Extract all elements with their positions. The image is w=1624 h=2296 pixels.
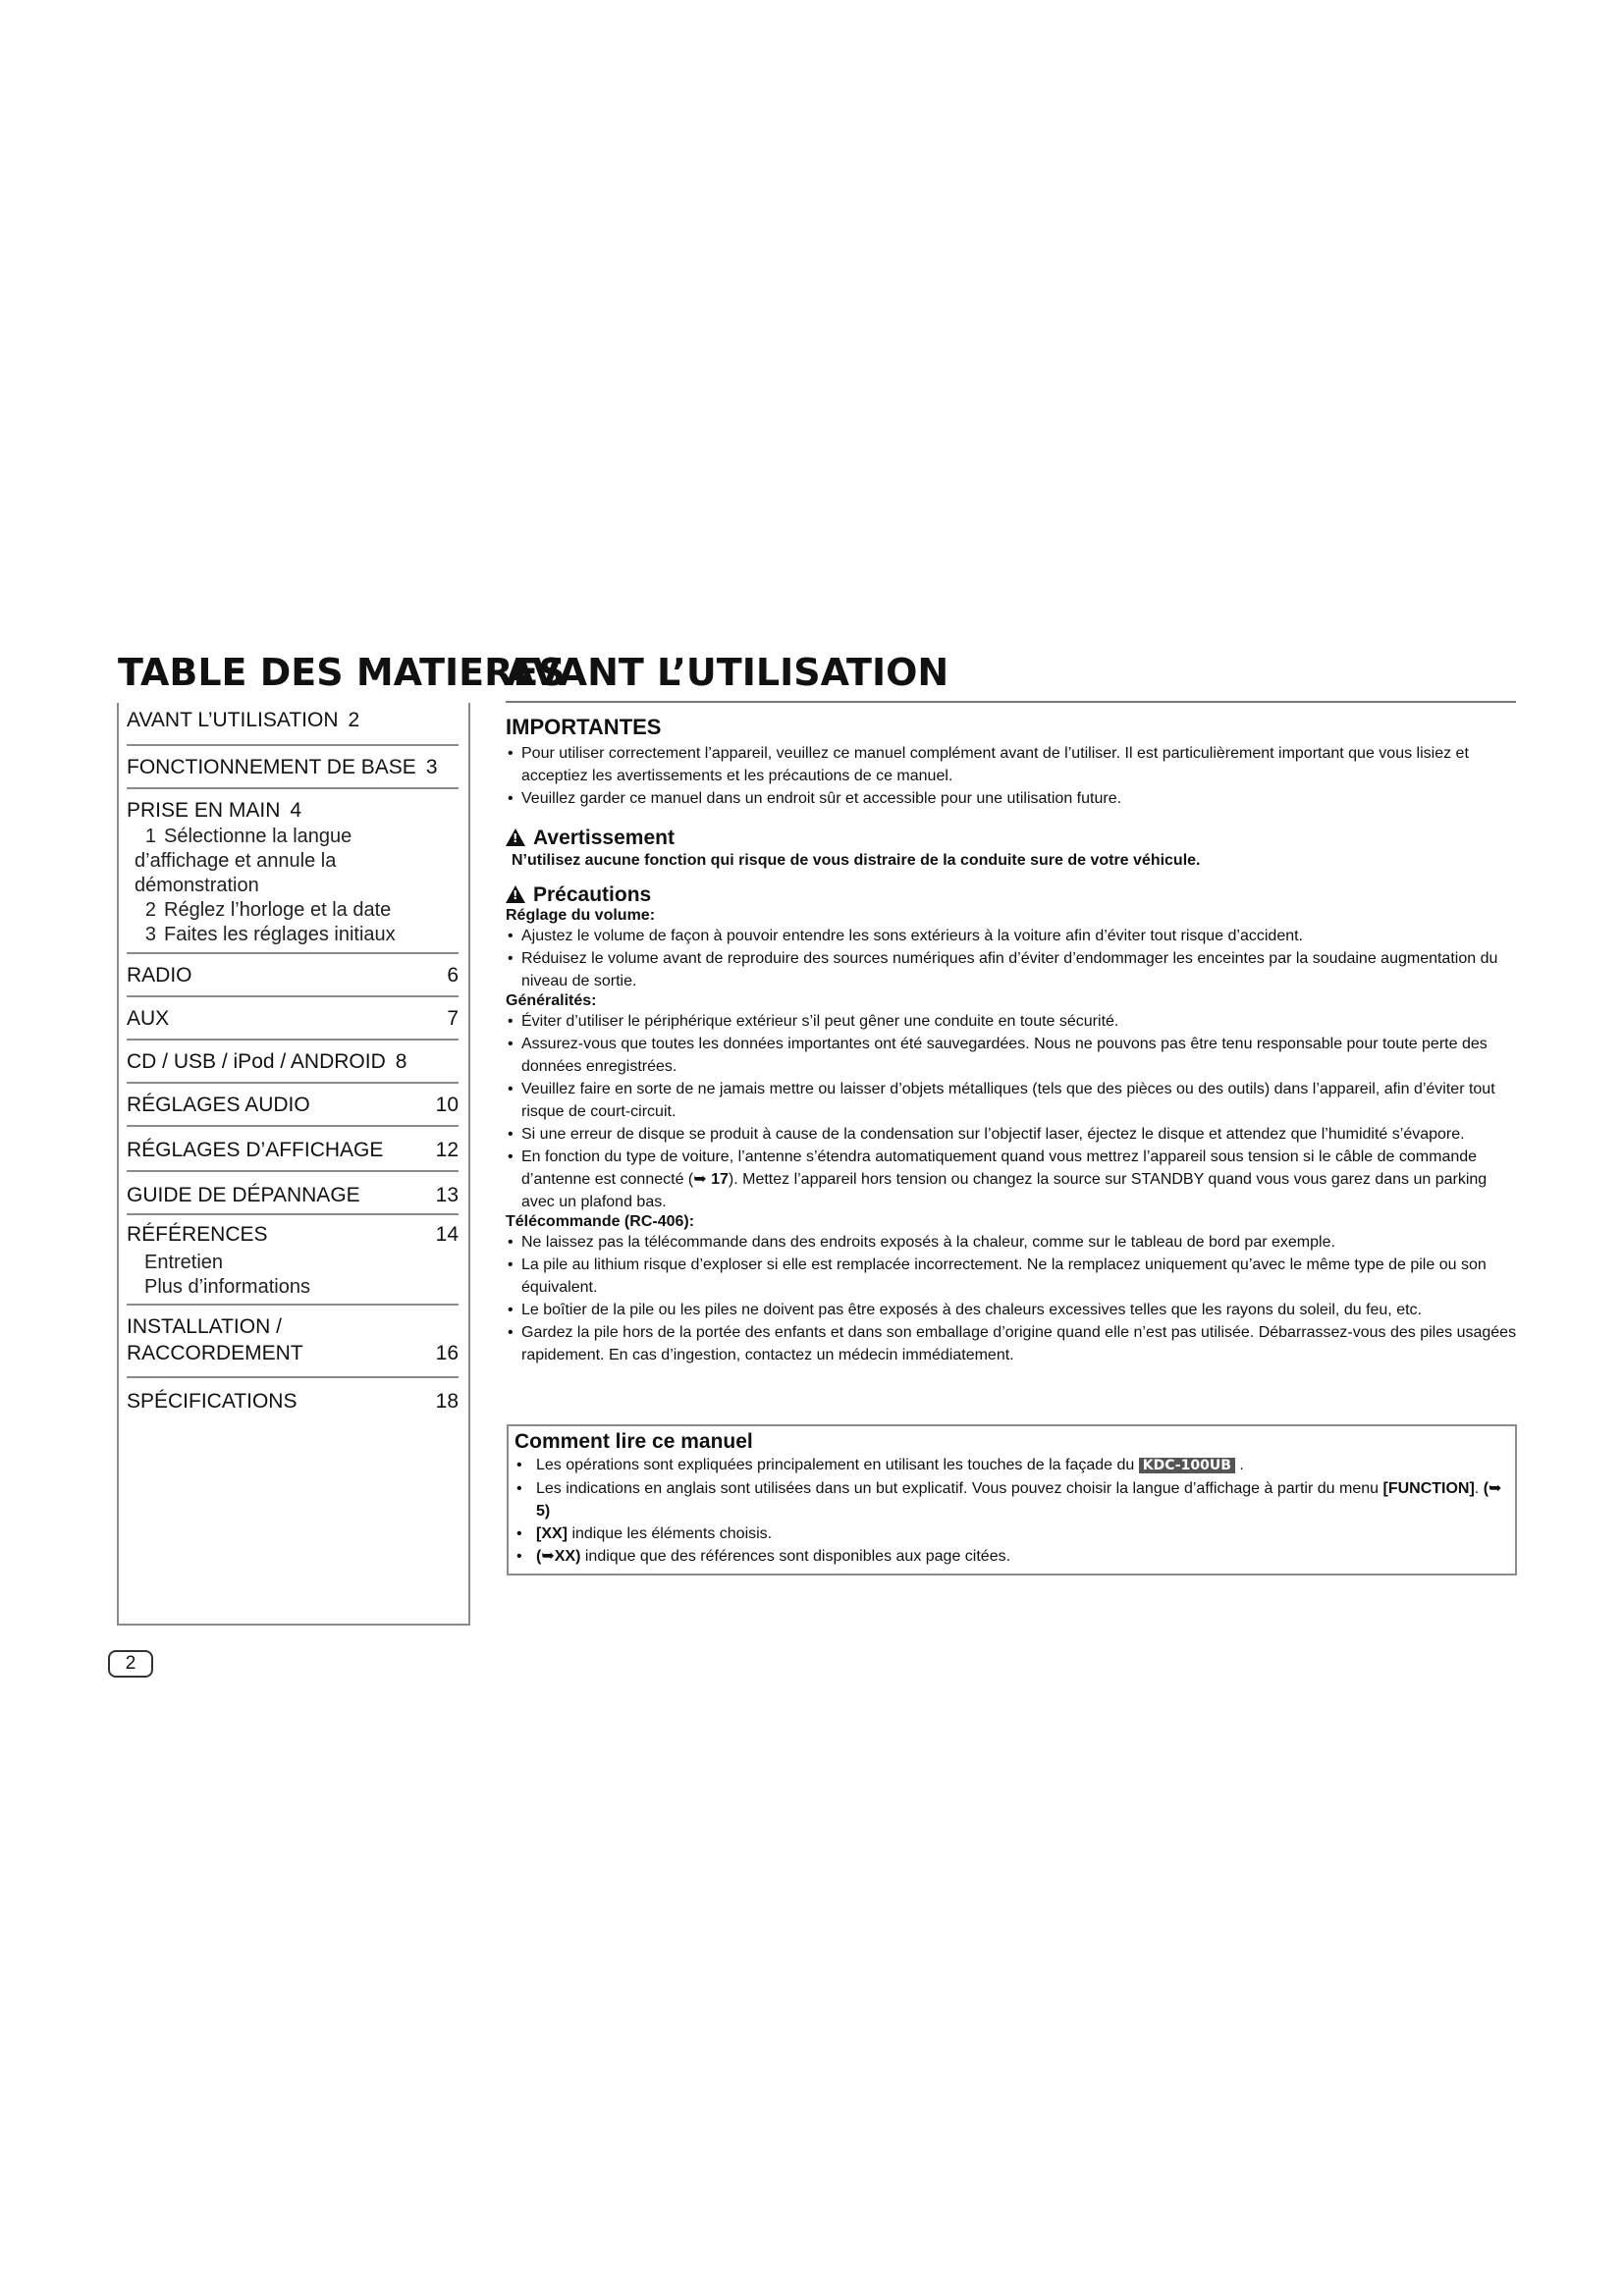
toc-entry-label: CD / USB / iPod / ANDROID — [127, 1050, 386, 1073]
toc-entry-avant[interactable] — [127, 703, 459, 746]
list-item: • Ne laissez pas la télécommande dans des endroits exposés à la chaleur, comme sur le tableau de bord par exemple. — [506, 1231, 1517, 1254]
page-number: 2 — [108, 1650, 153, 1678]
toc-subentry[interactable]: 2 Réglez l’horloge et la date — [144, 899, 392, 921]
section-heading: Précautions — [533, 883, 652, 906]
toc-entry-page: 3 — [425, 756, 438, 778]
how-to-read-box — [507, 1424, 1517, 1575]
list-item: • [XX] indique les éléments choisis. — [514, 1522, 1505, 1545]
toc-entry-reglages-audio[interactable] — [127, 1084, 459, 1127]
toc-entry-fonctionnement[interactable] — [127, 746, 459, 789]
toc-subentries — [144, 1251, 310, 1300]
list-item: • Ajustez le volume de façon à pouvoir entendre les sons extérieurs à la voiture afin d’éviter tout risque d’accident. — [506, 925, 1517, 947]
list-item: • Réduisez le volume avant de reproduire des sources numériques afin d’éviter d’endommager les enceintes par la soudaine augmentation du niveau de sortie. — [506, 947, 1517, 992]
toc-entry-prise-en-main[interactable] — [127, 789, 459, 954]
list-item: • Veuillez garder ce manuel dans un endroit sûr et accessible pour une utilisation future. — [506, 787, 1517, 810]
table-of-contents — [117, 703, 470, 1626]
list-item: • Si une erreur de disque se produit à cause de la condensation sur l’objectif laser, éjectez le disque et attendez que l’humidité s’évapore. — [506, 1123, 1517, 1146]
list-item: • En fonction du type de voiture, l’antenne s’étendra automatiquement quand vous mettrez l’appareil sous tension si le câble de commande d’antenne est connecté (➥ 17). Mettez l’appareil hors tension ou changez la source sur STANDBY quand vous vous garez dans un parking avec un plafond bas. — [506, 1146, 1517, 1213]
list-item: • Les indications en anglais sont utilisées dans un but explicatif. Vous pouvez choisir la langue d’affichage à partir du menu [FUNCTION]. (➥ 5) — [514, 1477, 1505, 1522]
page-title: AVANT L’UTILISATION — [506, 651, 949, 694]
toc-entry-label: SPÉCIFICATIONS — [127, 1390, 298, 1413]
model-badge: KDC-100UB — [1139, 1458, 1235, 1473]
toc-entry-installation[interactable] — [127, 1306, 459, 1378]
toc-title: TABLE DES MATIERES — [118, 651, 566, 694]
toc-entry-page: 12 — [435, 1139, 459, 1161]
warning-icon — [506, 828, 525, 846]
toc-entry-page: 8 — [395, 1050, 407, 1073]
toc-entry-radio[interactable] — [127, 954, 459, 997]
list-item: • Éviter d’utiliser le périphérique extérieur s’il peut gêner une conduite en toute sécurité. — [506, 1010, 1517, 1033]
toc-entry-label: AVANT L’UTILISATION — [127, 709, 339, 731]
toc-entry-label: RÉGLAGES D’AFFICHAGE — [127, 1139, 384, 1161]
section-avertissement — [506, 827, 1517, 870]
list-item: • Assurez-vous que toutes les données importantes ont été sauvegardées. Nous ne pouvons pas être tenu responsable pour toute perte des données enregistrées. — [506, 1033, 1517, 1078]
toc-entry-label: GUIDE DE DÉPANNAGE — [127, 1184, 360, 1206]
toc-subentry[interactable]: 3 Faites les réglages initiaux — [144, 924, 396, 945]
toc-subentry-cont: d’affichage et annule la — [135, 850, 337, 872]
box-heading: Comment lire ce manuel — [514, 1430, 753, 1453]
subheading-volume: Réglage du volume: — [506, 907, 656, 924]
title-divider — [506, 701, 1516, 703]
toc-entry-reglages-affichage[interactable] — [127, 1127, 459, 1172]
section-precautions — [506, 883, 1517, 1366]
section-heading: IMPORTANTES — [506, 715, 662, 739]
toc-entry-page: 10 — [435, 1094, 459, 1116]
subheading-telecommande: Télécommande (RC-406): — [506, 1213, 695, 1230]
list-item: • Le boîtier de la pile ou les piles ne doivent pas être exposés à des chaleurs excessives telles que les rayons du soleil, du feu, etc. — [506, 1299, 1517, 1321]
toc-entry-page: 6 — [447, 964, 459, 987]
toc-entry-page: 18 — [435, 1390, 459, 1413]
toc-entry-aux[interactable] — [127, 997, 459, 1041]
list-item: • Gardez la pile hors de la portée des enfants et dans son emballage d’origine quand elle n’est pas utilisée. Débarrassez-vous des piles usagées rapidement. En cas d’ingestion, contactez un médecin immédiatement. — [506, 1321, 1517, 1366]
warning-text: N’utilisez aucune fonction qui risque de vous distraire de la conduite sure de votre véhicule. — [512, 852, 1201, 869]
toc-entry-label: RÉGLAGES AUDIO — [127, 1094, 310, 1116]
toc-subentry[interactable]: Entretien — [144, 1252, 224, 1273]
subheading-generalites: Généralités: — [506, 992, 597, 1009]
section-heading: Avertissement — [533, 827, 675, 849]
toc-entry-label: INSTALLATION / — [127, 1315, 282, 1338]
page-reference[interactable]: (➥ 5) — [536, 1480, 1502, 1520]
toc-entry-label: RÉFÉRENCES — [127, 1223, 268, 1246]
toc-subentry[interactable]: 1 Sélectionne la langue — [144, 826, 352, 847]
list-item: • Pour utiliser correctement l’appareil, veuillez ce manuel complément avant de l’utiliser. Il est particulièrement important que vous lisiez et acceptiez les avertissements et les précautions de ce manuel. — [506, 742, 1517, 787]
toc-entry-references[interactable] — [127, 1215, 459, 1306]
function-key: [FUNCTION] — [1382, 1480, 1475, 1497]
toc-subentries — [135, 825, 396, 947]
toc-entry-cd-usb[interactable] — [127, 1041, 459, 1084]
toc-entry-page: 13 — [435, 1184, 459, 1206]
page-reference[interactable]: ➥ 17 — [693, 1171, 729, 1188]
list-item: • Les opérations sont expliquées principalement en utilisant les touches de la façade du KDC-100UB . — [514, 1454, 1505, 1477]
caution-icon — [506, 885, 525, 903]
toc-entry-label: RADIO — [127, 964, 192, 987]
toc-entry-depannage[interactable] — [127, 1172, 459, 1215]
toc-entry-specifications[interactable] — [127, 1378, 459, 1421]
toc-entry-page: 7 — [447, 1007, 459, 1030]
toc-entry-page: 4 — [290, 799, 302, 822]
list-item: • Veuillez faire en sorte de ne jamais mettre ou laisser d’objets métalliques (tels que des pièces ou des outils) dans l’appareil, afin d’éviter tout risque de court-circuit. — [506, 1078, 1517, 1123]
toc-entry-page: 14 — [435, 1223, 459, 1246]
list-item: • La pile au lithium risque d’exploser si elle est remplacée incorrectement. Ne la remplacez uniquement qu’avec le même type de pile ou son équivalent. — [506, 1254, 1517, 1299]
list-item: • (➥XX) indique que des références sont disponibles aux page citées. — [514, 1545, 1505, 1568]
toc-subentry[interactable]: Plus d’informations — [144, 1276, 310, 1298]
toc-entry-label: AUX — [127, 1007, 170, 1030]
toc-entry-label: FONCTIONNEMENT DE BASE — [127, 756, 416, 778]
toc-entry-label: RACCORDEMENT — [127, 1342, 303, 1364]
toc-subentry-cont: démonstration — [135, 875, 259, 896]
toc-entry-page: 2 — [348, 709, 360, 731]
toc-entry-page: 16 — [435, 1342, 459, 1364]
section-importantes — [506, 715, 1517, 810]
toc-entry-label: PRISE EN MAIN — [127, 799, 281, 822]
